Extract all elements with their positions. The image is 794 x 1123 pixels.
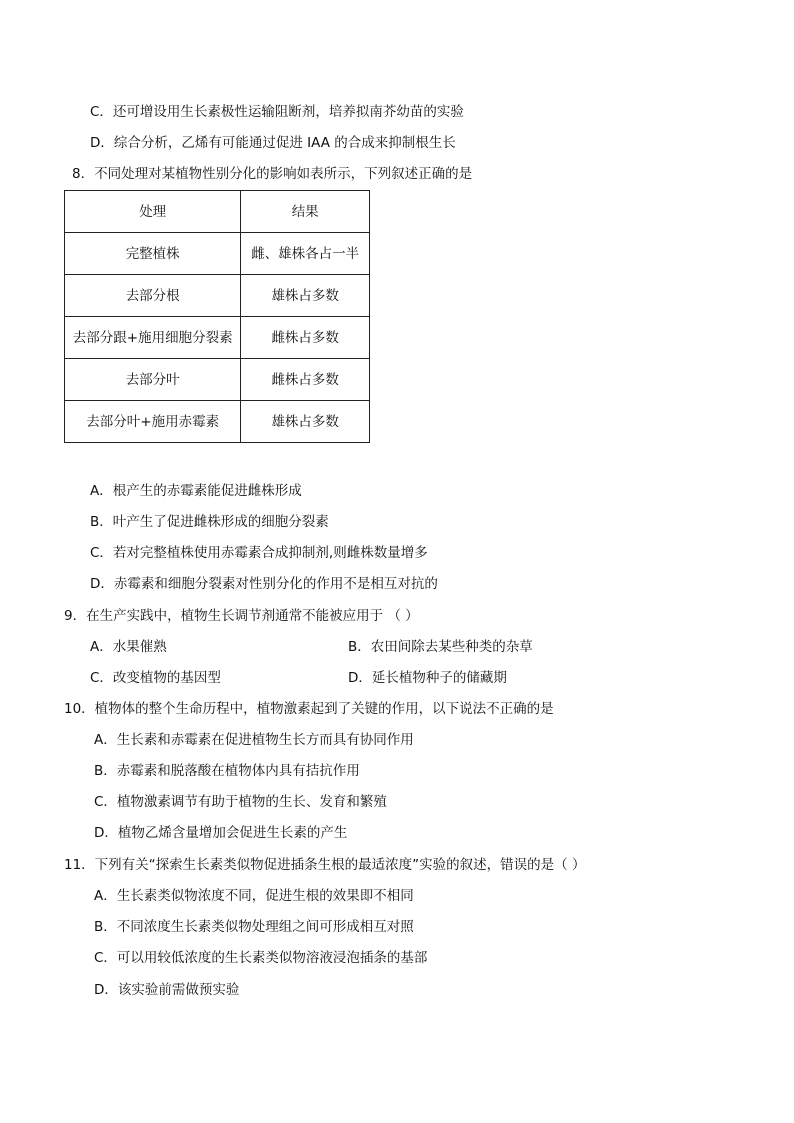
table-cell: 去部分跟+施用细胞分裂素: [65, 317, 241, 359]
q9-option-d: D．延长植物种子的储藏期: [348, 670, 507, 686]
q8-option-a: A．根产生的赤霉素能促进雌株形成: [90, 483, 302, 499]
table-cell: 雄株占多数: [241, 401, 370, 443]
q8-option-c: C．若对完整植株使用赤霉素合成抑制剂,则雌株数量增多: [90, 545, 428, 561]
table-cell: 雌株占多数: [241, 317, 370, 359]
table-cell: 去部分叶: [65, 359, 241, 401]
q11-option-d: D．该实验前需做预实验: [94, 982, 240, 998]
table-row: [65, 401, 370, 443]
q10-option-a: A．生长素和赤霉素在促进植物生长方而具有协同作用: [94, 732, 414, 748]
table-header-row: [65, 191, 370, 233]
table-row: [65, 275, 370, 317]
q8-stem: 8．不同处理对某植物性别分化的影响如表所示，下列叙述正确的是: [72, 166, 473, 182]
q11-option-a: A．生长素类似物浓度不同，促进生根的效果即不相同: [94, 888, 414, 904]
table-row: [65, 317, 370, 359]
q11-stem: 11．下列有关“探索生长素类似物促进插条生根的最适浓度”实验的叙述，错误的是（ ）: [64, 857, 586, 873]
q11-option-b: B．不同浓度生长素类似物处理组之间可形成相互对照: [94, 919, 414, 935]
q8-table: [64, 190, 370, 443]
q7-option-c: C．还可增设用生长素极性运输阻断剂，培养拟南芥幼苗的实验: [90, 104, 464, 120]
q8-option-b: B．叶产生了促进雌株形成的细胞分裂素: [90, 514, 329, 530]
table-cell: 完整植株: [65, 233, 241, 275]
q10-stem: 10．植物体的整个生命历程中，植物激素起到了关键的作用，以下说法不正确的是: [64, 701, 554, 717]
table-row: [65, 233, 370, 275]
table-row: [65, 359, 370, 401]
table-cell: 雄株占多数: [241, 275, 370, 317]
q9-stem: 9．在生产实践中，植物生长调节剂通常不能被应用于 （ ）: [64, 608, 419, 624]
table-cell: 雌、雄株各占一半: [241, 233, 370, 275]
table-header-cell: 结果: [241, 191, 370, 233]
q9-option-b: B．农田间除去某些种类的杂草: [348, 639, 533, 655]
table-cell: 去部分叶+施用赤霉素: [65, 401, 241, 443]
q8-option-d: D．赤霉素和细胞分裂素对性别分化的作用不是相互对抗的: [90, 576, 438, 592]
q9-option-c: C．改变植物的基因型: [90, 670, 221, 686]
table-cell: 雌株占多数: [241, 359, 370, 401]
q10-option-c: C．植物激素调节有助于植物的生长、发育和繁殖: [94, 794, 387, 810]
q11-option-c: C．可以用较低浓度的生长素类似物溶液浸泡插条的基部: [94, 950, 428, 966]
q10-option-b: B．赤霉素和脱落酸在植物体内具有拮抗作用: [94, 763, 360, 779]
q9-option-a: A．水果催熟: [90, 639, 167, 655]
table-header-cell: 处理: [65, 191, 241, 233]
q7-option-d: D．综合分析，乙烯有可能通过促进 IAA 的合成来抑制根生长: [90, 135, 456, 151]
q10-option-d: D．植物乙烯含量增加会促进生长素的产生: [94, 825, 348, 841]
table-cell: 去部分根: [65, 275, 241, 317]
